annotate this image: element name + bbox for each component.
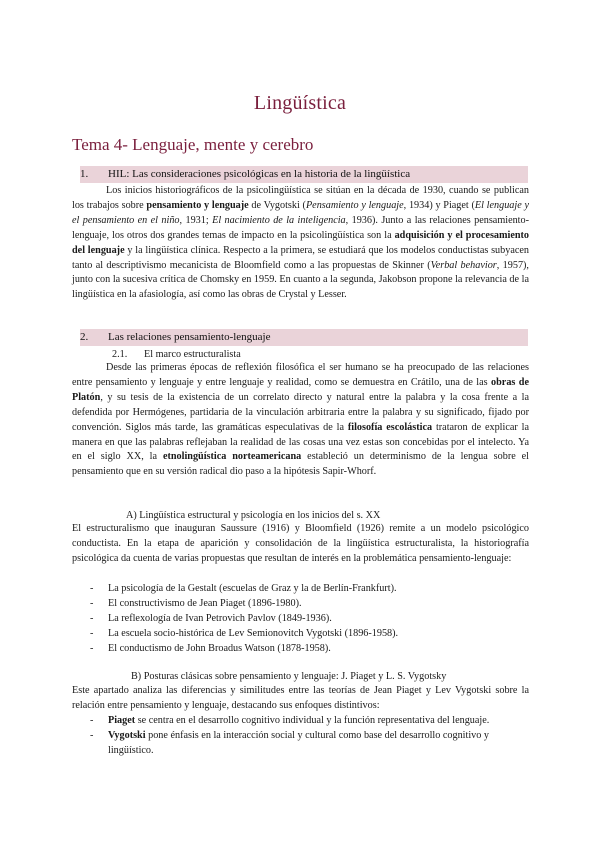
list-item-text: La escuela socio-histórica de Lev Semionovitch Vygotski (1896-1958). (108, 627, 399, 639)
text-run: Los inicios historiográficos de la psicolingüística se sitúan en la década de 1930, cuando se publican los trabajos sobre (72, 185, 529, 211)
list-item (90, 642, 530, 657)
part-a-paragraph: El estructuralismo que inauguran Saussure (1916) y Bloomfield (1926) remite a un modelo psicológico conductista. En la etapa de aparición y consolidación de la lingüística estructuralista, la historiografía psicológica da cuenta de varias propuestas que resultan de interés en la problemática pensamiento-lenguaje: (72, 523, 529, 564)
list-item-text: El constructivismo de Jean Piaget (1896-1980). (108, 597, 302, 609)
topic-heading: Tema 4- Lenguaje, mente y cerebro (72, 135, 314, 154)
section-title: HIL: Las consideraciones psicológicas en la historia de la lingüística (108, 168, 411, 180)
list-item (90, 597, 530, 612)
bold-term: adquisición y el procesamiento del lenguaje (72, 229, 529, 256)
section-2-heading (80, 329, 528, 346)
text-run: estableció un determinismo de la lengua sobre el pensamiento que en su versión radical dio paso a la hipótesis Sapir-Whorf. (72, 451, 529, 478)
list-item-text: pone énfasis en la interacción social y cultural como base del desarrollo cognitivo y lingüístico. (108, 729, 489, 756)
subsection-number: 2.1. (112, 349, 128, 360)
subsection-2-1-heading (112, 348, 241, 362)
list-item (90, 582, 530, 597)
list-item (90, 714, 530, 729)
list-item-text: El conductismo de John Broadus Watson (1878-1958). (108, 642, 331, 654)
list-item-text: se centra en el desarrollo cognitivo individual y la función representativa del lenguaje. (135, 715, 490, 726)
list-item-text: La psicología de la Gestalt (escuelas de Graz y la de Berlín-Frankfurt). (108, 583, 397, 594)
text-run: , 1934) y Piaget ( (403, 199, 475, 211)
section-1-heading (80, 166, 528, 183)
document-title: Lingüística (253, 92, 347, 114)
bold-term: obras de Platón (72, 376, 529, 403)
list-item (90, 729, 530, 759)
list-marker: - (90, 715, 94, 726)
part-a-list (90, 582, 530, 657)
section-number: 1. (80, 168, 89, 180)
section-1-paragraph (72, 184, 529, 303)
text-run: trataron de explicar la manera en que las palabras reflejaban la realidad de las cosas una vez estas son concebidas por el intelecto. Ya en el siglo XX, la (72, 421, 530, 463)
list-item (90, 627, 530, 642)
part-b-list (90, 714, 530, 759)
section-2-paragraph (72, 361, 529, 480)
list-marker: - (90, 627, 94, 639)
list-item-text: La reflexología de Ivan Petrovich Pavlov (1849-1936). (108, 612, 332, 624)
text-run: y la lingüística clínica. Respecto a la primera, se estudiará que los modelos conductistas subyacen tanto al descriptivismo mecanicista de Bloomfield como a las propuestas de Skinner ( (72, 244, 529, 271)
bold-term: pensamiento y lenguaje (146, 199, 249, 211)
part-b-paragraph: Este apartado analiza las diferencias y similitudes entre las teorías de Jean Piaget y Lev Vygotski sobre la relación entre pensamiento y lenguaje, destacando sus enfoques distintivos: (72, 685, 529, 711)
list-marker: - (90, 597, 94, 609)
bold-term: filosofía escolástica (347, 421, 433, 433)
list-marker: - (90, 583, 94, 594)
list-marker: - (90, 612, 94, 624)
bold-term: Vygotski (108, 729, 146, 741)
section-title: Las relaciones pensamiento-lenguaje (108, 331, 271, 343)
book-title: El nacimiento de la inteligencia (212, 214, 346, 226)
section-number: 2. (80, 331, 89, 343)
bold-term: Piaget (108, 715, 136, 726)
text-run: , 1931; (179, 214, 213, 226)
list-item (90, 612, 530, 627)
text-run: de Vygotski ( (248, 199, 306, 211)
text-run: , y su tesis de la existencia de un correlato directo y natural entre la palabra y la cosa frente a la defendida por Hermógenes, partidaria de la vinculación arbitraria entre la palabra y su significado, fijado por convención. Siglos más tarde, las gramáticas especulativas de la (72, 391, 529, 433)
part-b-heading: B) Posturas clásicas sobre pensamiento y lenguaje: J. Piaget y L. S. Vygotsky (131, 671, 447, 682)
bold-term: etnolingüística norteamericana (162, 451, 302, 463)
list-marker: - (90, 729, 94, 741)
part-a-heading: A) Lingüística estructural y psicología en los inicios del s. XX (126, 510, 381, 521)
book-title: El lenguaje y el pensamiento en el niño (72, 199, 530, 226)
text-run: Desde las primeras épocas de reflexión filosófica el ser humano se ha preocupado de las relaciones entre pensamiento y lenguaje y entre lenguaje y realidad, como se demuestra en Crátilo, una de las (72, 362, 529, 388)
text-run: , 1936). Junto a las relaciones pensamiento-lenguaje, los otros dos grandes temas de impacto en la psicolingüística son la (72, 214, 530, 241)
text-run: , 1957), junto con la sucesiva crítica de Chomsky en 1959. En cuanto a la segunda, Jakobson propone la relevancia de la lingüística en la afasiología, así como las obras de Crystal y Lesser. (72, 259, 529, 301)
subsection-title: El marco estructuralista (144, 349, 241, 360)
list-marker: - (90, 642, 94, 654)
book-title: Pensamiento y lenguaje (305, 199, 404, 211)
book-title: Verbal behavior (430, 259, 497, 271)
